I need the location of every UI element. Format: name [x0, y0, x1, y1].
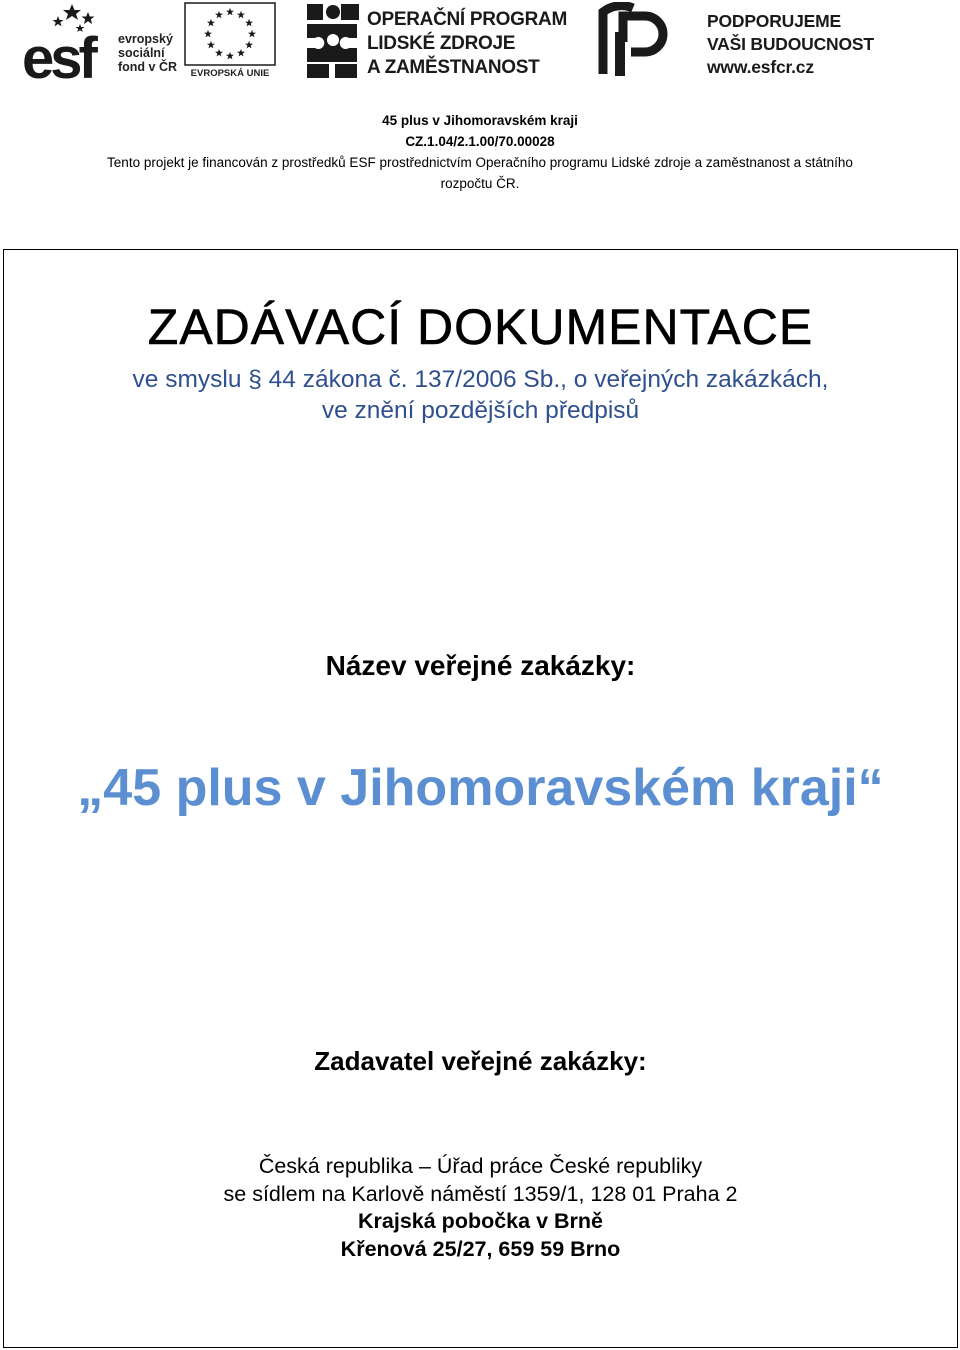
contract-label: Název veřejné zakázky: — [325, 650, 636, 681]
client-line: Česká republika – Úřad práce České republiky — [258, 1154, 703, 1178]
funding-note: rozpočtu ČR. — [440, 176, 520, 191]
oplzz-logo — [305, 2, 575, 82]
project-name: 45 plus v Jihomoravském kraji — [382, 113, 578, 128]
document-title: ZADÁVACÍ DOKUMENTACE — [147, 299, 814, 355]
client-branch: Krajská pobočka v Brně — [358, 1209, 603, 1233]
eu-logo — [184, 2, 276, 82]
oplzz-line: LIDSKÉ ZDROJE — [367, 33, 516, 55]
esf-logo — [22, 2, 182, 82]
support-url: www.esfcr.cz — [707, 56, 814, 77]
op-mark-icon — [597, 2, 681, 82]
client-line: se sídlem na Karlově náměstí 1359/1, 128 01 Praha 2 — [223, 1181, 738, 1206]
funding-note: Tento projekt je financován z prostředků ESF prostřednictvím Operačního programu Lidské zdroje a zaměstnanost a státního — [107, 155, 853, 170]
support-logo — [597, 2, 927, 82]
esf-caption-line: evropský — [118, 32, 173, 46]
oplzz-line: OPERAČNÍ PROGRAM — [367, 9, 567, 30]
esf-caption-line: sociální — [118, 46, 165, 60]
client-address — [4, 1153, 957, 1263]
esf-logo-icon — [22, 2, 116, 82]
client-label: Zadavatel veřejné zakázky: — [314, 1046, 647, 1076]
esf-caption — [118, 32, 177, 74]
client-branch-address: Křenová 25/27, 659 59 Brno — [340, 1236, 621, 1261]
oplzz-line: A ZAMĚSTNANOST — [367, 57, 540, 79]
project-code: CZ.1.04/2.1.00/70.00028 — [405, 134, 555, 149]
svg-text:esf: esf — [22, 26, 94, 82]
logo-bar — [0, 0, 960, 86]
support-line: VAŠI BUDOUCNOST — [707, 33, 874, 54]
eu-caption: EVROPSKÁ UNIE — [190, 68, 270, 79]
puzzle-figure-icon — [305, 2, 363, 80]
document-frame — [3, 249, 958, 1348]
oplzz-title — [367, 8, 567, 80]
support-text — [707, 10, 874, 78]
subtitle-line: ve smyslu § 44 zákona č. 137/2006 Sb., o veřejných zakázkách, — [132, 366, 829, 393]
eu-stars-flag-icon — [184, 2, 276, 66]
subtitle-line: ve znění pozdějších předpisů — [321, 397, 640, 424]
document-subtitle — [4, 364, 957, 426]
support-line: PODPORUJEME — [707, 11, 841, 31]
project-info — [0, 110, 960, 194]
contract-name: „45 plus v Jihomoravském kraji“ — [77, 759, 884, 817]
esf-caption-line: fond v ČR — [118, 60, 178, 74]
